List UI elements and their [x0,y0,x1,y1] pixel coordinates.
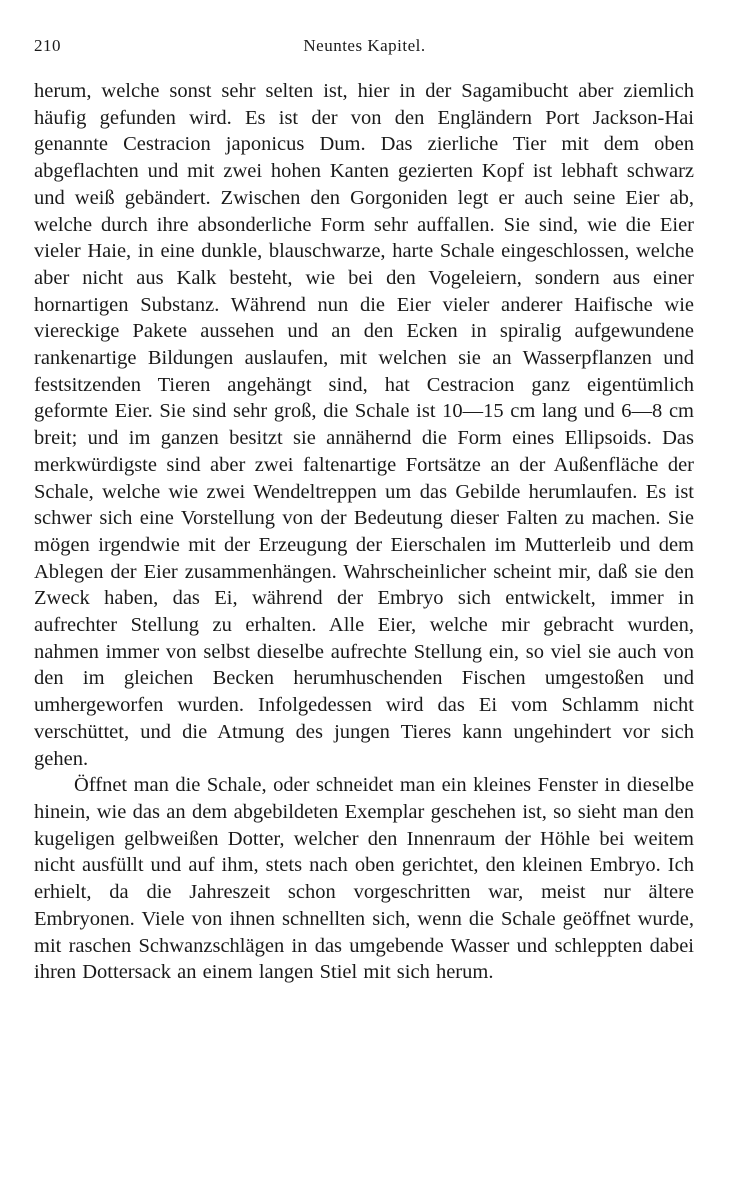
body-text [34,78,694,986]
page-number: 210 [34,36,61,55]
page-header [34,36,695,62]
paragraph-1: herum, welche sonst sehr selten ist, hier in der Sagamibucht aber ziemlich häufig gefunden wird. Es ist der von den Engländern Port Jackson-Hai genannte Cestracion japonicus Dum. Das zierliche Tier mit dem oben abgeflachten und mit zwei hohen Kanten gezierten Kopf ist lebhaft schwarz und weiß gebändert. Zwischen den Gorgoniden legt er auch seine Eier ab, welche durch ihre absonderliche Form sehr auffallen. Sie sind, wie die Eier vieler Haie, in eine dunkle, blauschwarze, harte Schale eingeschlossen, welche aber nicht aus Kalk besteht, wie bei den Vogeleiern, sondern aus einer hornartigen Substanz. Während nun die Eier vieler anderer Haifische wie viereckige Pakete aussehen und an den Ecken in spiralig aufgewundene rankenartige Bildungen auslaufen, mit welchen sie an Wasserpflanzen und festsitzenden Tieren angehängt sind, hat Cestracion ganz eigentümlich geformte Eier. Sie sind sehr groß, die Schale ist 10—15 cm lang und 6—8 cm breit; und im ganzen besitzt sie annähernd die Form eines Ellipsoids. Das merkwürdigste sind aber zwei faltenartige Fortsätze an der Außenfläche der Schale, welche wie zwei Wendeltreppen um das Gebilde herumlaufen. Es ist schwer sich eine Vorstellung von der Bedeutung dieser Falten zu machen. Sie mögen irgendwie mit der Erzeugung der Eierschalen im Mutterleib und dem Ablegen der Eier zusammenhängen. Wahrscheinlicher scheint mir, daß sie den Zweck haben, das Ei, während der Embryo sich entwickelt, immer in aufrechter Stellung zu erhalten. Alle Eier, welche mir gebracht wurden, nahmen immer von selbst dieselbe aufrechte Stellung ein, so viel sie auch von den im gleichen Becken herumhuschenden Fischen umgestoßen und umhergeworfen wurden. Infolgedessen wird das Ei vom Schlamm nicht verschüttet, und die Atmung des jungen Tieres kann ungehindert vor sich gehen. [34,80,694,770]
running-head: Neuntes Kapitel. [303,36,426,55]
paragraph-2: Öffnet man die Schale, oder schneidet man ein kleines Fenster in dieselbe hinein, wie das an dem abgebildeten Exemplar geschehen ist, so sieht man den kugeligen gelbweißen Dotter, welcher den Innenraum der Höhle bei weitem nicht ausfüllt und auf ihm, stets nach oben gerichtet, den kleinen Embryo. Ich erhielt, da die Jahreszeit schon vorgeschritten war, meist nur ältere Embryonen. Viele von ihnen schnellten sich, wenn die Schale geöffnet wurde, mit raschen Schwanzschlägen in das umgebende Wasser und schleppten dabei ihren Dottersack an einem langen Stiel mit sich herum. [34,774,694,984]
